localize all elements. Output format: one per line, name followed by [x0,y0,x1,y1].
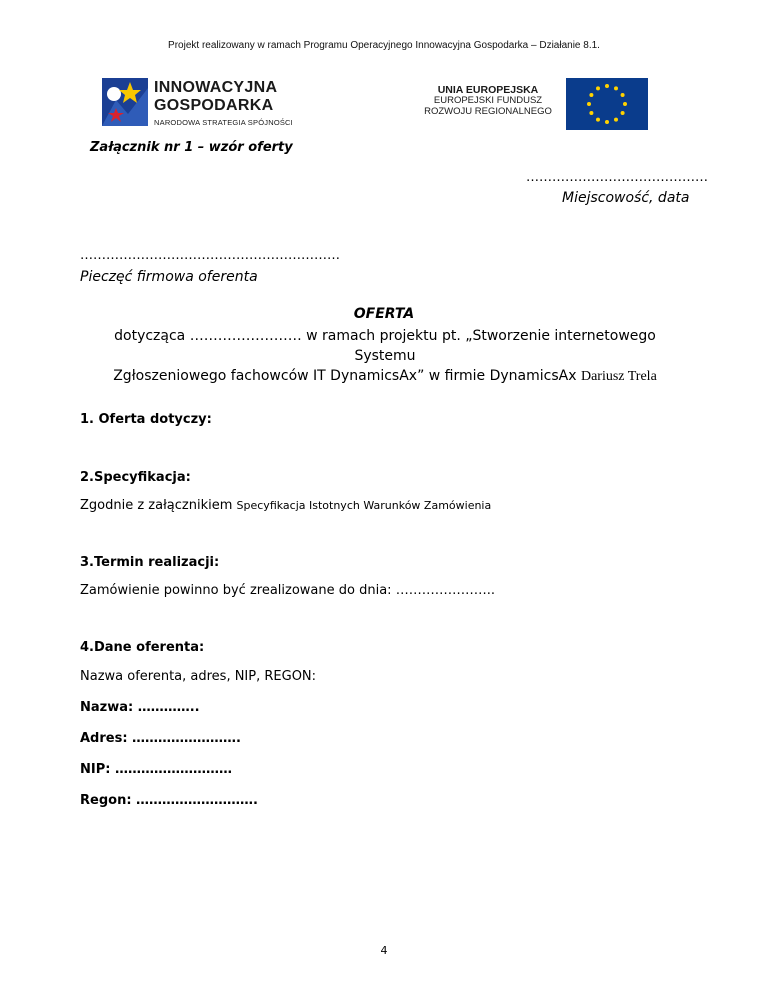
eu-logo-line1: UNIA EUROPEJSKA [437,84,539,96]
field-nazwa: Nazwa: ………….. [80,700,200,715]
section-3-heading: 3.Termin realizacji: [80,555,220,570]
ig-emblem-icon [98,74,152,130]
section-3-text: Zamówienie powinno być zrealizowane do dnia: ………………….. [80,583,495,598]
offer-owner-name: Dariusz Trela [580,369,657,384]
ig-logo-line1: INNOWACYJNA [154,79,278,96]
offer-description-line2 [90,366,680,387]
offer-title: OFERTA [353,306,415,322]
eu-logo-line3: ROZWOJU REGIONALNEGO [424,105,552,117]
ig-logo-line3: NARODOWA STRATEGIA SPÓJNOŚCI [154,118,293,127]
ig-logo-line2: GOSPODARKA [154,97,274,114]
stamp-dots: …………………………………………………… [80,248,340,263]
section-4-heading: 4.Dane oferenta: [80,640,205,655]
offer-description [90,326,680,387]
field-adres: Adres: ……………………. [80,731,241,746]
section-1-heading: 1. Oferta dotyczy: [80,412,212,427]
section-2-text-a: Zgodnie z załącznikiem [80,498,233,513]
eu-logo-line2: EUROPEJSKI FUNDUSZ [433,95,543,107]
offer-description-line2a: Zgłoszeniowego fachowców IT DynamicsAx” w firmie DynamicsAx [113,368,577,384]
place-date-dots: …………………………………… [526,170,708,185]
section-2-text-b: Specyfikacja Istotnych Warunków Zamówienia [236,499,492,512]
eu-flag-icon [566,78,648,130]
field-regon: Regon: ………………………. [80,793,258,808]
section-2-text [80,498,491,513]
attachment-title: Załącznik nr 1 – wzór oferty [90,140,293,155]
place-date-label: Miejscowość, data [562,190,690,206]
header-note: Projekt realizowany w ramach Programu Operacyjnego Innowacyjna Gospodarka – Działanie 8.1. [168,40,600,51]
section-4-text: Nazwa oferenta, adres, NIP, REGON: [80,669,317,684]
field-nip: NIP: ……………………… [80,762,232,777]
eu-fund-logo [414,78,650,130]
stamp-label: Pieczęć firmowa oferenta [80,269,258,285]
section-2-heading: 2.Specyfikacja: [80,470,191,485]
page-number: 4 [380,944,388,957]
innowacyjna-gospodarka-logo [98,74,304,130]
offer-description-line1: dotycząca …………………… w ramach projektu pt. „Stworzenie internetowego Systemu [114,328,656,364]
